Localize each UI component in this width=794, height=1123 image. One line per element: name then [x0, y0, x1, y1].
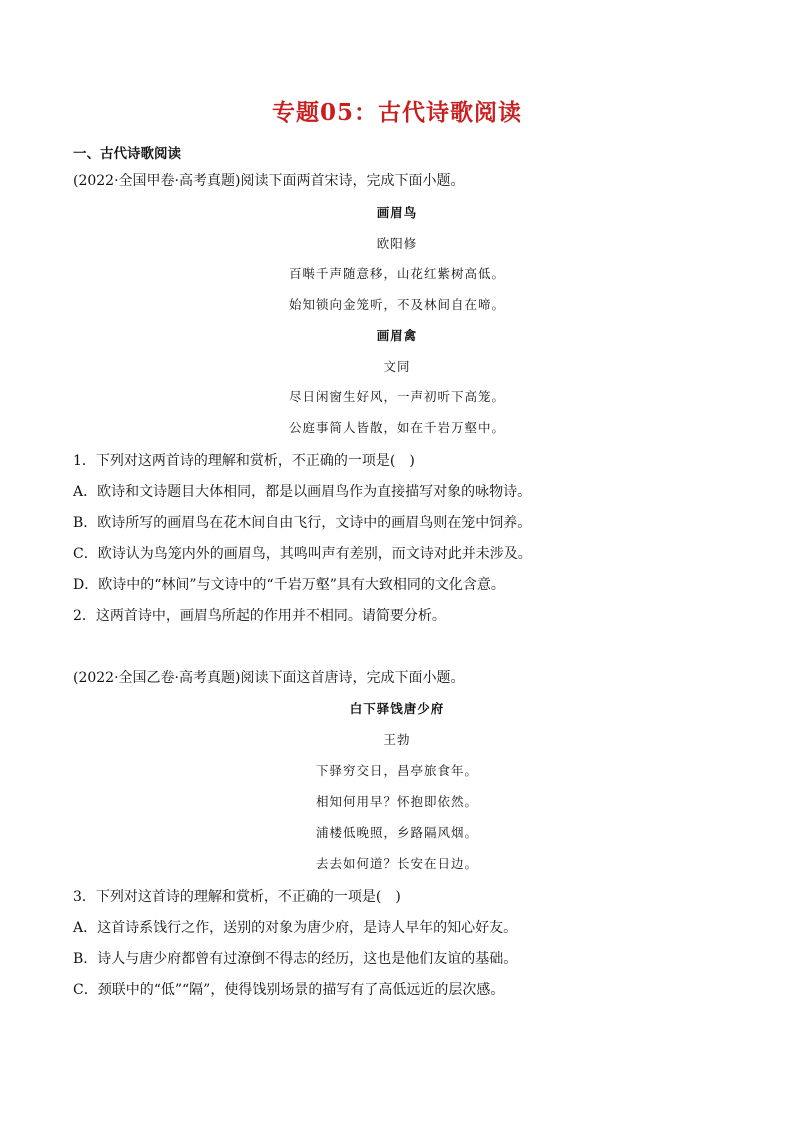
poem2-title: 画眉禽: [376, 328, 418, 343]
question-2: 2．这两首诗中，画眉鸟所起的作用并不相同。请简要分析。: [73, 608, 446, 624]
poem3-line-2: 相知何用早？怀抱即依然。: [315, 794, 478, 809]
passage1-intro: (2022·全国甲卷·高考真题)阅读下面两首宋诗，完成下面小题。: [73, 173, 465, 189]
section-heading: 一、古代诗歌阅读: [73, 146, 181, 162]
poem3-line-4: 去去如何道？长安在日边。: [315, 856, 478, 871]
question-1-option-d: D．欧诗中的“林间”与文诗中的“千岩万壑”具有大致相同的文化含意。: [73, 577, 505, 593]
poem1-line-2: 始知锁向金笼听，不及林间自在啼。: [288, 297, 505, 312]
question-3: 3．下列对这首诗的理解和赏析，不正确的一项是( ): [73, 889, 401, 905]
poem2-author: 文同: [383, 359, 411, 374]
poem2-line-1: 尽日闲窗生好风，一声初听下高笼。: [288, 389, 505, 404]
poem1-author: 欧阳修: [376, 236, 418, 251]
question-1: 1．下列对这两首诗的理解和赏析，不正确的一项是( ): [73, 453, 415, 469]
question-3-option-c: C．颈联中的“低”“隔”，使得饯别场景的描写有了高低远近的层次感。: [73, 982, 505, 998]
page-title: 专题05：古代诗歌阅读: [271, 99, 522, 126]
question-3-option-b: B．诗人与唐少府都曾有过潦倒不得志的经历，这也是他们友谊的基础。: [73, 951, 518, 967]
passage2-intro: (2022·全国乙卷·高考真题)阅读下面这首唐诗，完成下面小题。: [73, 670, 465, 686]
question-3-option-a: A．这首诗系饯行之作，送别的对象为唐少府，是诗人早年的知心好友。: [73, 920, 518, 936]
poem3-line-3: 浦楼低晚照，乡路隔风烟。: [315, 825, 478, 840]
question-1-option-a: A．欧诗和文诗题目大体相同，都是以画眉鸟作为直接描写对象的咏物诗。: [73, 484, 532, 500]
poem3-line-1: 下驿穷交日，昌亭旅食年。: [315, 763, 478, 778]
poem3-title: 白下驿饯唐少府: [349, 701, 445, 716]
poem2-line-2: 公庭事简人皆散，如在千岩万壑中。: [288, 420, 505, 435]
question-1-option-b: B．欧诗所写的画眉鸟在花木间自由飞行，文诗中的画眉鸟则在笼中饲养。: [73, 515, 532, 531]
question-1-option-c: C．欧诗认为鸟笼内外的画眉鸟，其鸣叫声有差别，而文诗对此并未涉及。: [73, 546, 532, 562]
poem1-title: 画眉鸟: [376, 205, 418, 220]
poem1-line-1: 百啭千声随意移，山花红紫树高低。: [288, 266, 505, 281]
poem3-author: 王勃: [383, 732, 411, 747]
